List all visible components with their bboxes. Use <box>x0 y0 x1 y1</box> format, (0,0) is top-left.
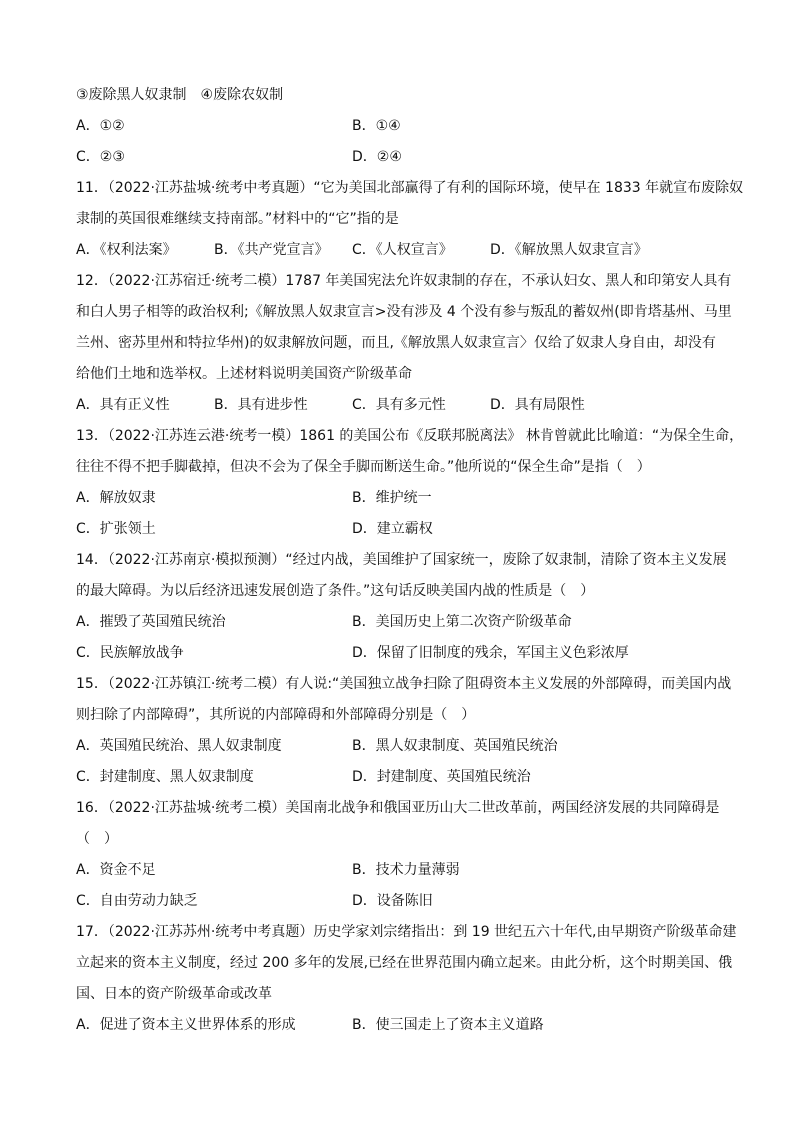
q13-option-a: A．解放奴隶 <box>76 490 156 506</box>
q15-option-d: D．封建制度、英国殖民统治 <box>352 769 531 785</box>
q10-options <box>76 111 721 142</box>
q16-option-c: C．自由劳动力缺乏 <box>76 893 198 909</box>
q12-line-2: 和白人男子相等的政治权利;《解放黑人奴隶宣言>没有涉及 4 个没有参与叛乱的蓄奴州(即肯塔基州、马里 <box>76 304 732 320</box>
q17-line-1: 17．（2022·江苏苏州·统考中考真题）历史学家刘宗绪指出：到 19 世纪五六十年代,由早期资产阶级革命建 <box>76 924 737 940</box>
q10-option-c: C．②③ <box>76 149 125 165</box>
q13-option-b: B．维护统一 <box>352 490 432 506</box>
q14-line-2: 的最大障碍。为以后经济迅速发展创造了条件。”这句话反映美国内战的性质是（ ） <box>76 583 595 599</box>
q13-line-2: 往往不得不把手脚截掉，但决不会为了保全手脚而断送生命。”他所说的“保全生命”是指（ ） <box>76 459 651 475</box>
exam-page <box>76 80 744 1041</box>
q10-option-b: B．①④ <box>352 118 401 134</box>
q13-option-d: D．建立霸权 <box>352 521 433 537</box>
q11-options <box>76 235 721 266</box>
q14-option-a: A．摧毁了英国殖民统治 <box>76 614 226 630</box>
q11-option-a: A．《权利法案》 <box>76 242 177 258</box>
q12-option-c: C．具有多元性 <box>352 397 446 413</box>
q16-line-1: 16．（2022·江苏盐城·统考二模）美国南北战争和俄国亚历山大二世改革前，两国经济发展的共同障碍是 <box>76 800 720 816</box>
q15-options-row2 <box>76 762 721 793</box>
q12-line-1: 12．（2022·江苏宿迁·统考二模）1787 年美国宪法允许奴隶制的存在，不承认妇女、黑人和印第安人具有 <box>76 273 732 289</box>
q16-option-a: A．资金不足 <box>76 862 156 878</box>
q14-option-d: D．保留了旧制度的残余，军国主义色彩浓厚 <box>352 645 629 661</box>
q14-options-row2 <box>76 638 721 669</box>
q15-option-c: C．封建制度、黑人奴隶制度 <box>76 769 254 785</box>
q10-items: ③废除黑人奴隶制 ④废除农奴制 <box>76 87 284 103</box>
q15-option-b: B．黑人奴隶制度、英国殖民统治 <box>352 738 558 754</box>
q11-option-c: C．《人权宣言》 <box>352 242 453 258</box>
q15-options <box>76 731 721 762</box>
q13-option-c: C．扩张领土 <box>76 521 156 537</box>
q17-option-a: A．促进了资本主义世界体系的形成 <box>76 1017 296 1033</box>
q17-option-b: B．使三国走上了资本主义道路 <box>352 1017 544 1033</box>
q10-option-d: D．②④ <box>352 149 402 165</box>
q14-line-1: 14．（2022·江苏南京·模拟预测）“经过内战，美国维护了国家统一，废除了奴隶制，清除了资本主义发展 <box>76 552 727 568</box>
q14-option-c: C．民族解放战争 <box>76 645 184 661</box>
q16-options <box>76 855 721 886</box>
q13-line-1: 13．（2022·江苏连云港·统考一模）1861 的美国公布《反联邦脱离法》 林肯曾就此比喻道：“为保全生命， <box>76 428 744 444</box>
q15-line-2: 则扫除了内部障碍”，其所说的内部障碍和外部障碍分别是（ ） <box>76 707 476 723</box>
q11-line-1: 11．（2022·江苏盐城·统考中考真题）“它为美国北部赢得了有利的国际环境，使早在 1833 年就宣布废除奴 <box>76 180 744 196</box>
q15-option-a: A．英国殖民统治、黑人奴隶制度 <box>76 738 282 754</box>
q14-option-b: B．美国历史上第二次资产阶级革命 <box>352 614 572 630</box>
q17-line-2: 立起来的资本主义制度，经过 200 多年的发展,已经在世界范围内确立起来。由此分析，这个时期美国、俄 <box>76 955 733 971</box>
q11-option-d: D．《解放黑人奴隶宣言》 <box>490 242 648 258</box>
q10-options-row2 <box>76 142 721 173</box>
q13-options <box>76 483 721 514</box>
q12-line-4: 给他们土地和选举权。上述材料说明美国资产阶级革命 <box>76 366 412 382</box>
q10-option-a: A．①② <box>76 118 125 134</box>
q11-option-b: B．《共产党宣言》 <box>214 242 329 258</box>
q12-line-3: 兰州、密苏里州和特拉华州)的奴隶解放问题，而且,《解放黑人奴隶宣言〉仅给了奴隶人身自由，却没有 <box>76 335 716 351</box>
q16-options-row2 <box>76 886 721 917</box>
q16-option-d: D．设备陈旧 <box>352 893 433 909</box>
q12-options <box>76 390 721 421</box>
q16-line-2: （ ） <box>76 831 118 847</box>
q17-options <box>76 1010 721 1041</box>
q14-options <box>76 607 721 638</box>
q15-line-1: 15．（2022·江苏镇江·统考二模）有人说:“美国独立战争扫除了阻碍资本主义发展的外部障碍，而美国内战 <box>76 676 732 692</box>
q11-line-2: 隶制的英国很难继续支持南部。”材料中的“它”指的是 <box>76 211 399 227</box>
q17-line-3: 国、日本的资产阶级革命或改革 <box>76 986 272 1002</box>
q12-option-a: A．具有正义性 <box>76 397 170 413</box>
q13-options-row2 <box>76 514 721 545</box>
q16-option-b: B．技术力量薄弱 <box>352 862 460 878</box>
q12-option-d: D．具有局限性 <box>490 397 585 413</box>
q12-option-b: B．具有进步性 <box>214 397 308 413</box>
